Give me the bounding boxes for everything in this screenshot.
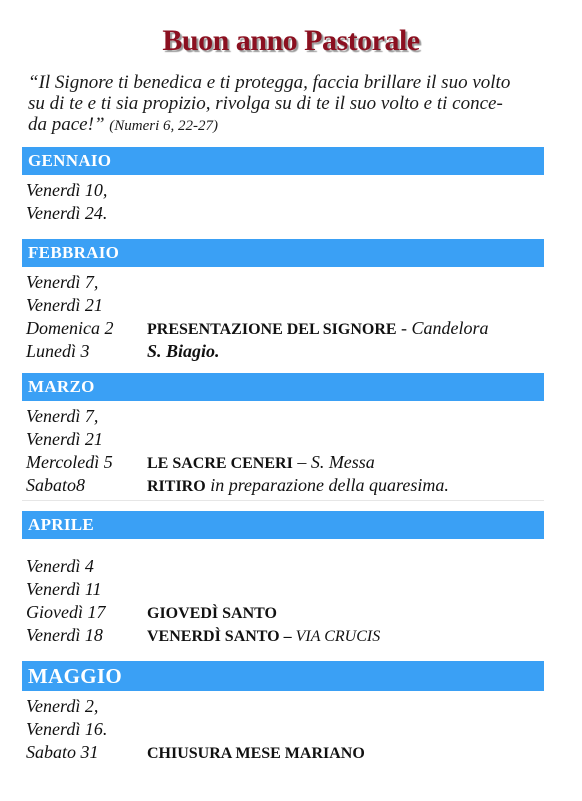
schedule-row (26, 294, 544, 317)
month-section-marzo (22, 373, 544, 501)
schedule-row (26, 601, 544, 624)
schedule-day: Venerdì 7, (26, 272, 99, 292)
schedule-event (147, 451, 375, 474)
schedule-row (26, 555, 544, 578)
section-divider (22, 500, 544, 501)
month-header-aprile: APRILE (22, 511, 544, 539)
event-title: VENERDÌ SANTO (147, 628, 280, 645)
schedule-event (147, 474, 449, 497)
schedule-day: Venerdì 21 (26, 429, 103, 449)
schedule-event (147, 601, 277, 624)
schedule-event (147, 317, 489, 340)
schedule-day: Venerdì 21 (26, 295, 103, 315)
bible-quote (28, 72, 546, 137)
schedule-row (26, 741, 544, 764)
schedule-day: Venerdì 4 (26, 556, 94, 576)
schedule-row (26, 695, 544, 718)
event-note: in preparazione della quaresima. (205, 475, 449, 495)
schedule-row (26, 202, 544, 225)
quote-reference: (Numeri 6, 22-27) (109, 118, 219, 134)
page-title: Buon anno Pastorale (162, 24, 420, 57)
event-title: RITIRO (147, 478, 206, 495)
event-title: LE SACRE CENERI (147, 455, 293, 472)
schedule-row (26, 340, 544, 363)
schedule-day: Sabato8 (26, 475, 86, 495)
event-title: GIOVEDÌ SANTO (147, 605, 277, 622)
schedule-row (26, 451, 544, 474)
schedule-day: Venerdì 7, (26, 406, 99, 426)
quote-line (28, 114, 546, 137)
schedule-event (147, 340, 220, 363)
event-note: – S. Messa (292, 452, 375, 472)
schedule-event (147, 624, 380, 647)
schedule-day: Venerdì 18 (26, 625, 103, 645)
month-section-gennaio (22, 147, 544, 225)
schedule-day: Venerdì 24. (26, 203, 108, 223)
schedule-list (22, 539, 544, 647)
quote-line-text: da pace!” (28, 114, 105, 135)
event-note: - Candelora (396, 318, 489, 338)
schedule-row (26, 405, 544, 428)
event-title: PRESENTAZIONE DEL SIGNORE (147, 321, 397, 338)
schedule-row (26, 474, 544, 497)
event-separator: – (279, 628, 296, 645)
schedule-list (22, 175, 544, 225)
schedule-day: Domenica 2 (26, 318, 114, 338)
schedule-day: Venerdì 10, (26, 180, 108, 200)
schedule-day: Venerdì 16. (26, 719, 108, 739)
event-title: CHIUSURA MESE MARIANO (147, 745, 365, 762)
event-title: S. Biagio. (147, 341, 220, 361)
schedule-row (26, 578, 544, 601)
month-section-aprile (22, 511, 544, 647)
schedule-list (22, 401, 544, 497)
schedule-row (26, 317, 544, 340)
schedule-row (26, 428, 544, 451)
schedule-event (147, 741, 365, 764)
month-header-marzo: MARZO (22, 373, 544, 401)
month-section-maggio (22, 661, 544, 764)
schedule-row (26, 624, 544, 647)
schedule-row (26, 179, 544, 202)
schedule-row (26, 271, 544, 294)
event-note: VIA CRUCIS (295, 628, 381, 645)
month-header-febbraio: FEBBRAIO (22, 239, 544, 267)
month-header-maggio: MAGGIO (22, 661, 544, 691)
month-section-febbraio (22, 239, 544, 363)
schedule-list (22, 691, 544, 764)
month-header-gennaio: GENNAIO (22, 147, 544, 175)
schedule-list (22, 267, 544, 363)
schedule-day: Lunedì 3 (26, 341, 90, 361)
schedule-day: Giovedì 17 (26, 602, 106, 622)
schedule-day: Venerdì 11 (26, 579, 102, 599)
schedule-day: Sabato 31 (26, 742, 99, 762)
schedule-row (26, 718, 544, 741)
quote-line: “Il Signore ti benedica e ti protegga, faccia brillare il suo volto (28, 72, 511, 93)
quote-line: su di te e ti sia propizio, rivolga su di te il suo volto e ti conce- (28, 93, 503, 114)
schedule-day: Mercoledì 5 (26, 452, 113, 472)
schedule-day: Venerdì 2, (26, 696, 99, 716)
